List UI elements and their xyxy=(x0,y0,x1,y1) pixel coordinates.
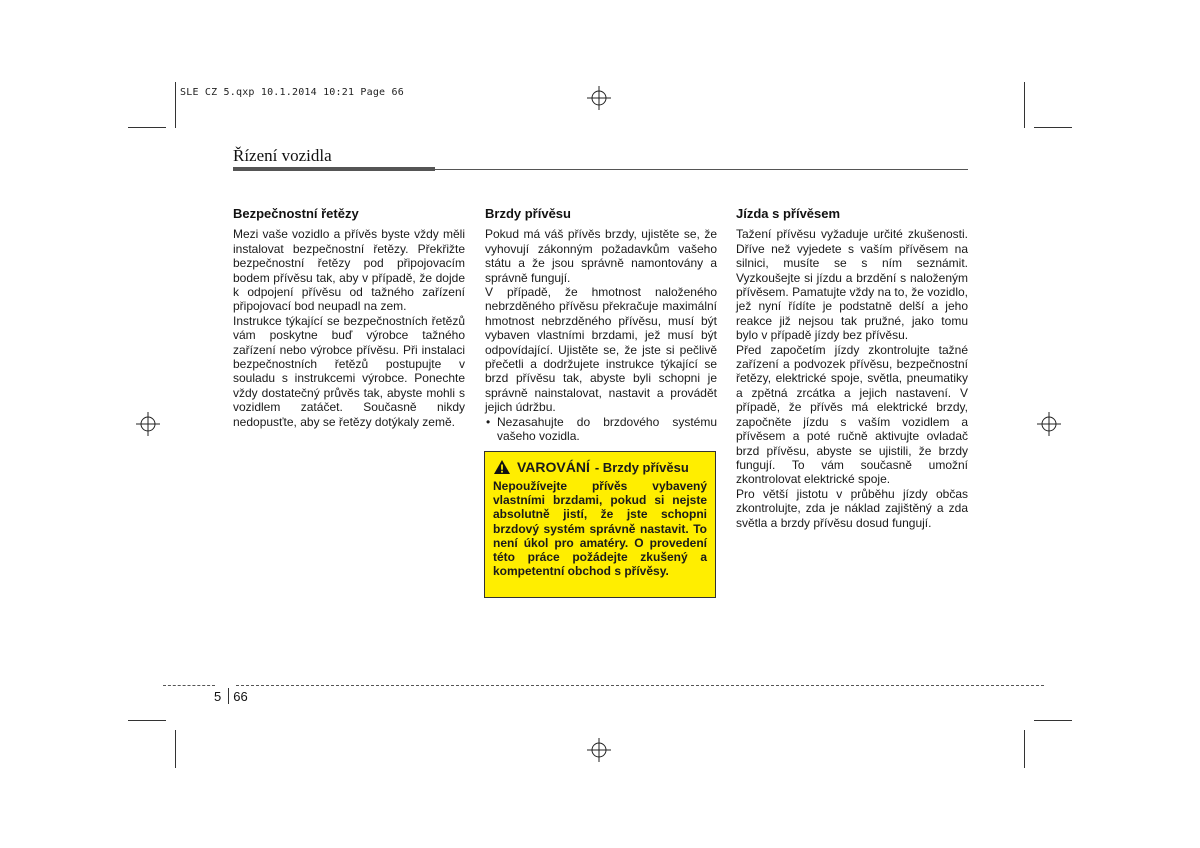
paragraph: Pro větší jistotu v průběhu jízdy občas zkontrolujte, zda je náklad zajištěný a zda světla a brzdy přívěsu dosud fungují. xyxy=(736,486,968,530)
column-driving-with-trailer xyxy=(736,207,968,530)
heading-trailer-brakes: Brzdy přívěsu xyxy=(485,206,571,221)
registration-mark-icon xyxy=(587,86,611,110)
header-rule-thick xyxy=(233,167,435,171)
registration-mark-icon xyxy=(136,412,160,436)
print-slug: SLE CZ 5.qxp 10.1.2014 10:21 Page 66 xyxy=(180,87,404,98)
registration-mark-icon xyxy=(587,738,611,762)
bullet-list xyxy=(485,415,717,444)
chapter-number: 5 xyxy=(214,689,222,704)
footer-dash-rule xyxy=(163,685,215,686)
paragraph: Před započetím jízdy zkontrolujte tažné zařízení a podvozek přívěsu, bezpečnostní řetězy, elektrické spoje, světla, pneumatiky a zpětná zrcátka a jejich nastavení. V případě, že přívěs má elektrické brzdy, započněte jízdu s vaším vozidlem a přívěsem a poté ručně aktivujte ovladač brzd přívěsu, abyste se ujistili, že brzdy fungují. To vám současně umožní zkontrolovat elektrické spoje. xyxy=(736,342,968,487)
paragraph: Tažení přívěsu vyžaduje určité zkušenosti. Dříve než vyjedete s vaším přívěsem na silnici, musíte se s ním seznámit. Vyzkoušejte si jízdu a brzdění s naloženým přívěsem. Pamatujte vždy na to, že vozidlo, jež nyní řídíte je podstatně delší a jeho reakce již nejsou tak pružné, jako tomu bylo v případě jízdy bez přívěsu. xyxy=(736,227,968,343)
column-trailer-brakes xyxy=(485,207,717,444)
list-item: • Nezasahujte do brzdového systému vašeho vozidla. xyxy=(485,415,717,444)
warning-header xyxy=(493,459,707,475)
warning-title: VAROVÁNÍ xyxy=(517,459,590,475)
paragraph: V případě, že hmotnost naloženého nebrzděného přívěsu překračuje maximální hmotnost nebrzděného přívěsu, musí být vybaven vlastními brzdami, jež musí být odpovídající. Ujistěte se, že jste si pečlivě přečetli a dodržujete instrukce týkající se brzd přívěsu tak, abyste byli schopni je správně nainstalovat, nastavit a provádět jejich údržbu. xyxy=(485,285,717,415)
warning-box xyxy=(484,451,716,598)
paragraph: Mezi vaše vozidlo a přívěs byste vždy měli instalovat bezpečnostní řetězy. Překřižte bezpečnostní řetězy pod připojovacím bodem přívěsu tak, aby v případě, že dojde k odpojení přívěsu od tažného zařízení připojovací bod neupadl na zem. xyxy=(233,227,465,314)
warning-subtitle: - Brzdy přívěsu xyxy=(594,459,689,475)
warning-triangle-icon xyxy=(493,459,511,475)
paragraph: Instrukce týkající se bezpečnostních řetězů vám poskytne buď výrobce tažného zařízení nebo výrobce přívěsu. Při instalaci bezpečnostních řetězů postupujte v souladu s instrukcemi výrobce. Ponechte vždy dostatečný průvěs tak, abyste mohli s vozidlem zatáčet. Současně nikdy nedopusťte, aby se řetězy dotýkaly země. xyxy=(233,313,465,429)
header-rule xyxy=(435,169,968,170)
column-safety-chains xyxy=(233,207,465,429)
page-number-value: 66 xyxy=(233,689,248,704)
registration-mark-icon xyxy=(1037,412,1061,436)
paragraph: Pokud má váš přívěs brzdy, ujistěte se, že vyhovují zákonným požadavkům vašeho státu a že jsou správně namontovány a správně fungují. xyxy=(485,227,717,285)
page-number xyxy=(214,688,248,704)
heading-driving-with-trailer: Jízda s přívěsem xyxy=(736,206,841,221)
warning-text: Nepoužívejte přívěs vybavený vlastními brzdami, pokud si nejste absolutně jistí, že jste schopni brzdový systém správně nastavit. To není úkol pro amatéry. O provedení této práce požádejte zkušený a kompetentní obchod s přívěsy. xyxy=(493,479,707,579)
heading-safety-chains: Bezpečnostní řetězy xyxy=(233,206,359,221)
footer-dash-rule xyxy=(236,685,1044,686)
section-title: Řízení vozidla xyxy=(233,146,332,165)
